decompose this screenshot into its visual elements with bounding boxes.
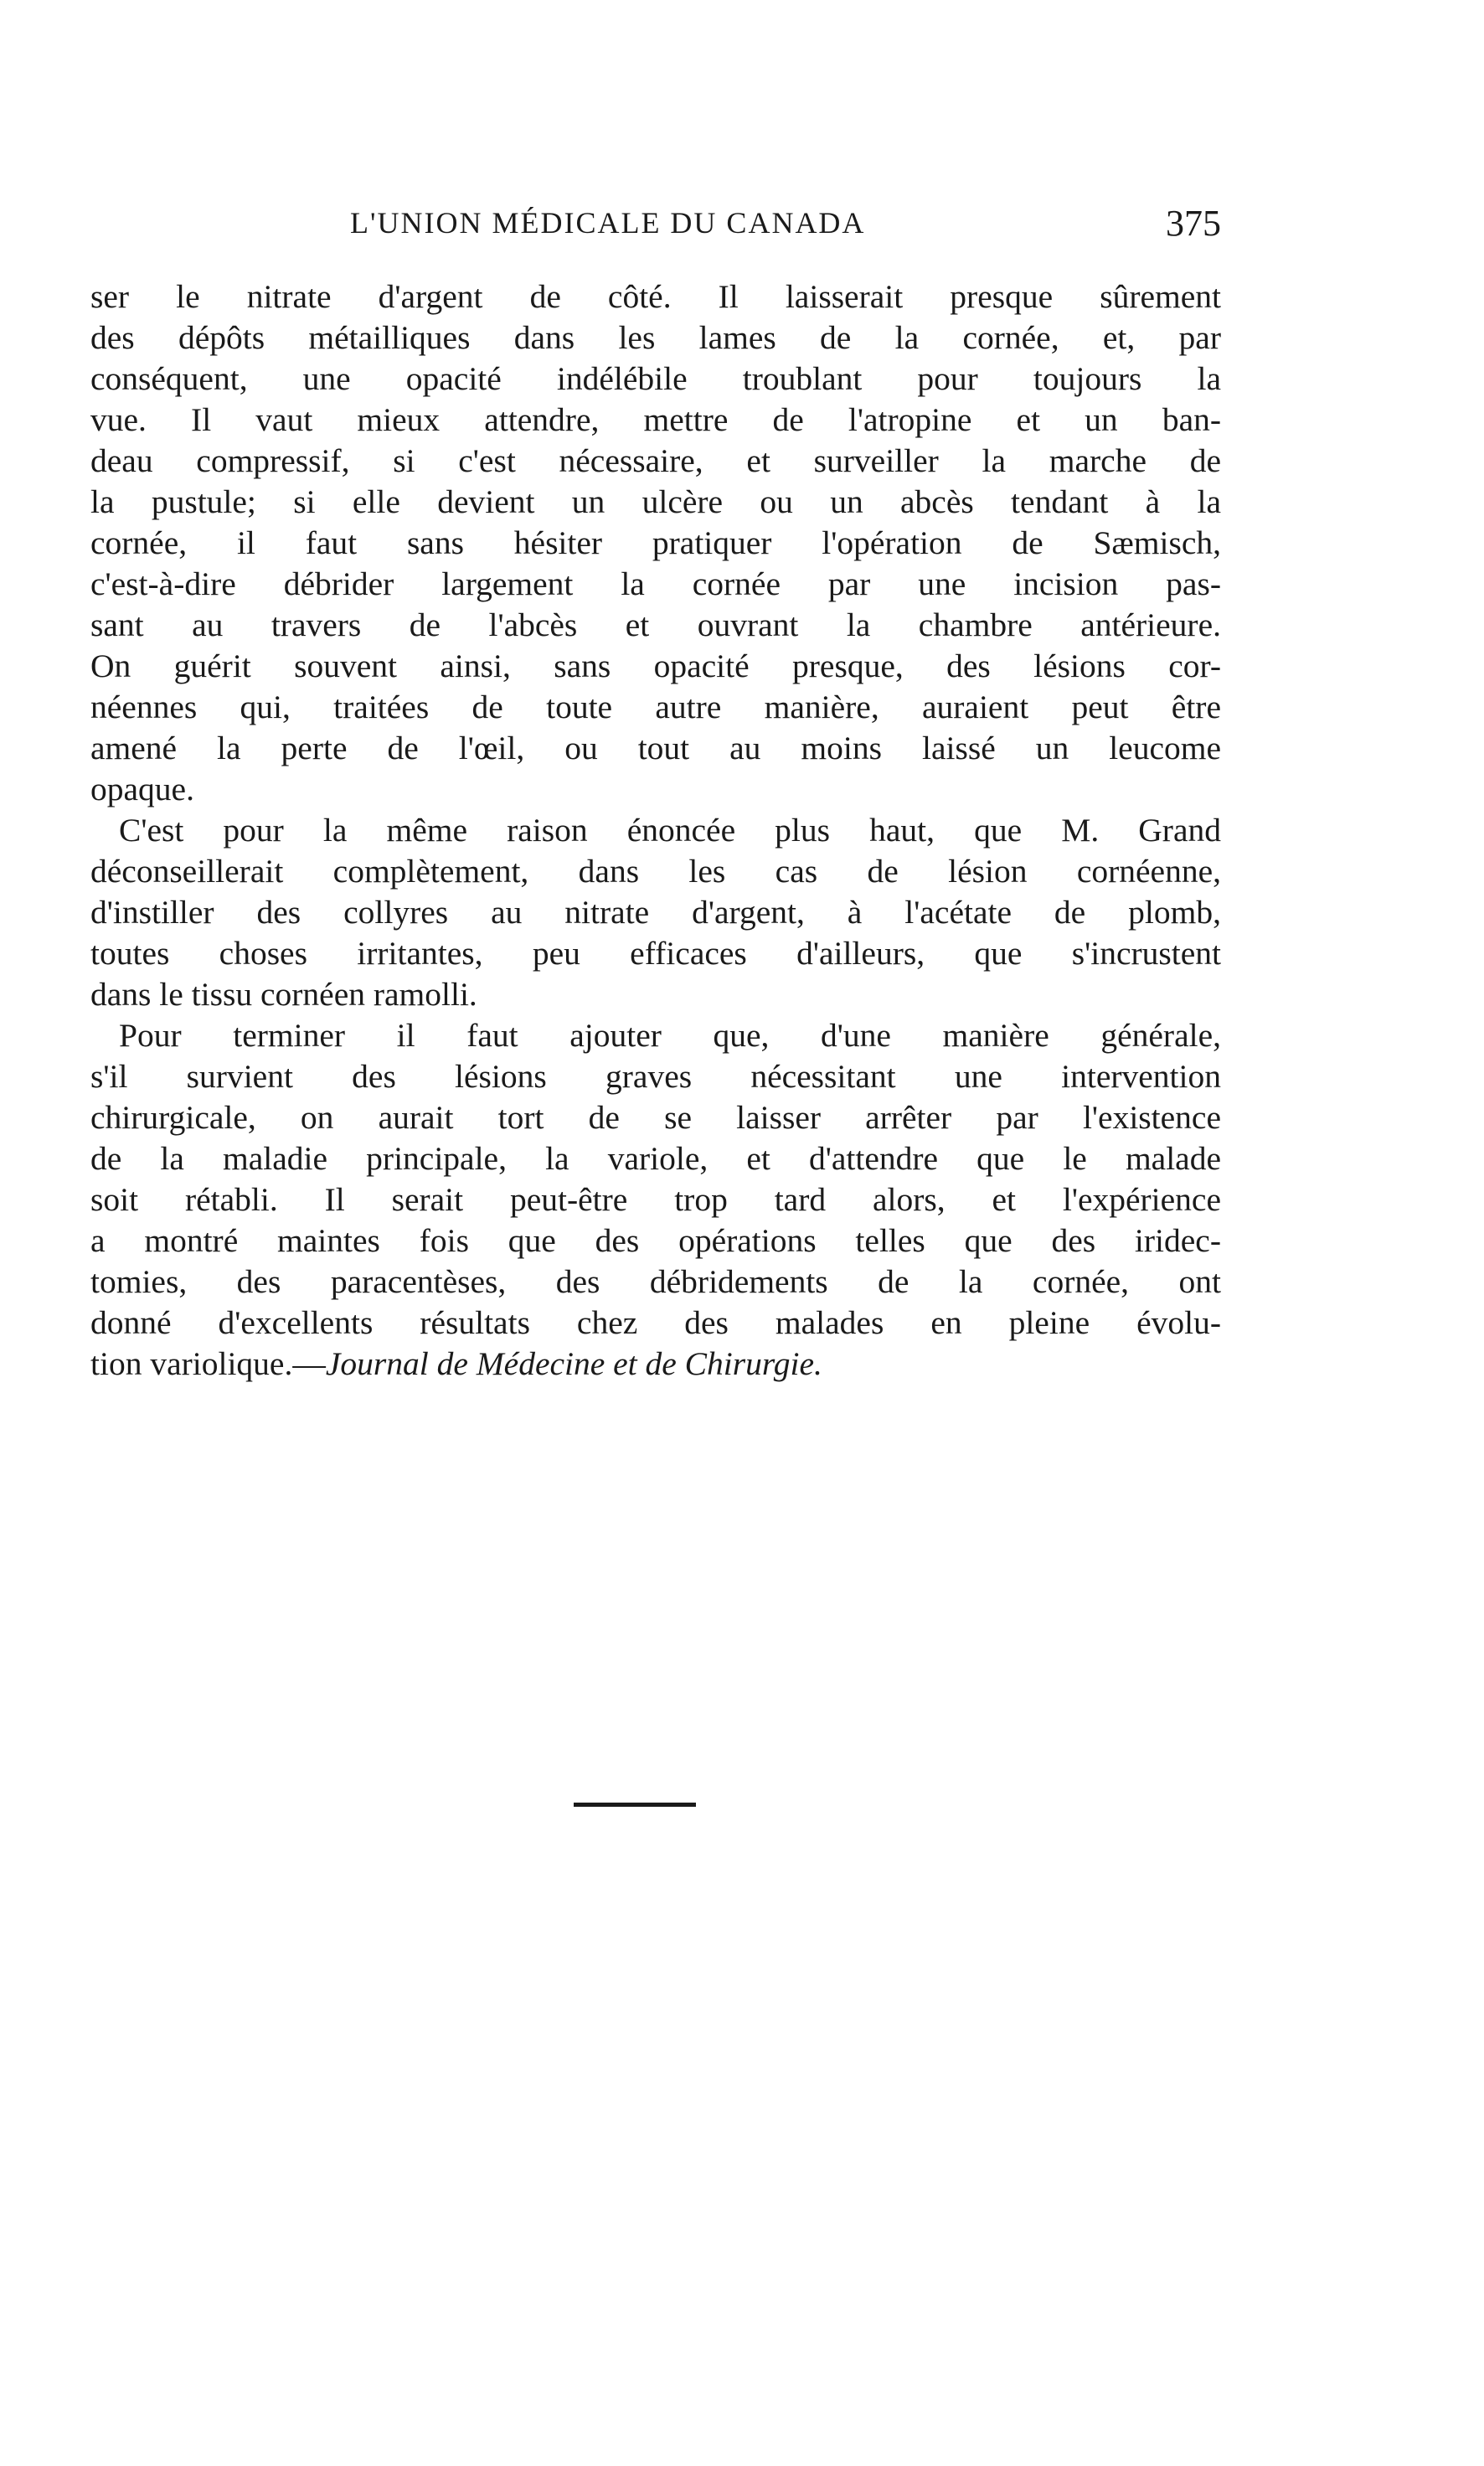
page-number: 375 bbox=[1166, 203, 1221, 244]
text-line: tomies, des paracentèses, des débridements de la cornée, ont bbox=[90, 1263, 1221, 1300]
running-title: L'UNION MÉDICALE DU CANADA bbox=[350, 206, 866, 240]
text-line: cornée, il faut sans hésiter pratiquer l'opération de Sæmisch, bbox=[90, 524, 1221, 561]
text-line: ser le nitrate d'argent de côté. Il laisserait presque sûrement bbox=[90, 278, 1221, 315]
text-line: s'il survient des lésions graves nécessitant une intervention bbox=[90, 1058, 1221, 1095]
text-line: de la maladie principale, la variole, et d'attendre que le malade bbox=[90, 1140, 1221, 1177]
article-body bbox=[90, 276, 1221, 1385]
text-line: déconseillerait complètement, dans les cas de lésion cornéenne, bbox=[90, 853, 1221, 890]
text-line: opaque. bbox=[90, 771, 194, 807]
text-line: toutes choses irritantes, peu efficaces d'ailleurs, que s'incrustent bbox=[90, 935, 1221, 972]
text-line: Pour terminer il faut ajouter que, d'une manière générale, bbox=[119, 1017, 1221, 1054]
text-line: vue. Il vaut mieux attendre, mettre de l'atropine et un ban- bbox=[90, 401, 1221, 438]
text-line: dans le tissu cornéen ramolli. bbox=[90, 976, 477, 1013]
text-line: c'est-à-dire débrider largement la cornée par une incision pas- bbox=[90, 565, 1221, 602]
section-divider-rule bbox=[574, 1803, 696, 1807]
page-header bbox=[90, 205, 1221, 255]
text-line: des dépôts métailliques dans les lames de la cornée, et, par bbox=[90, 319, 1221, 356]
journal-citation: Journal de Médecine et de Chirurgie. bbox=[325, 1345, 822, 1382]
text-line: a montré maintes fois que des opérations telles que des iridec- bbox=[90, 1222, 1221, 1259]
text-line: sant au travers de l'abcès et ouvrant la chambre antérieure. bbox=[90, 606, 1221, 643]
text-fragment: tion variolique.— bbox=[90, 1345, 326, 1382]
text-line-last bbox=[90, 1344, 1221, 1385]
text-line: deau compressif, si c'est nécessaire, et surveiller la marche de bbox=[90, 442, 1221, 479]
text-line: conséquent, une opacité indélébile troublant pour toujours la bbox=[90, 360, 1221, 397]
paragraph-2 bbox=[90, 810, 1221, 1015]
text-line: donné d'excellents résultats chez des malades en pleine évolu- bbox=[90, 1304, 1221, 1341]
text-line: amené la perte de l'œil, ou tout au moins laissé un leucome bbox=[90, 730, 1221, 766]
text-line: néennes qui, traitées de toute autre manière, auraient peut être bbox=[90, 689, 1221, 725]
text-line: chirurgicale, on aurait tort de se laisser arrêter par l'existence bbox=[90, 1099, 1221, 1136]
text-line: soit rétabli. Il serait peut-être trop tard alors, et l'expérience bbox=[90, 1181, 1221, 1218]
paragraph-3 bbox=[90, 1015, 1221, 1385]
paragraph-1 bbox=[90, 276, 1221, 810]
text-line: On guérit souvent ainsi, sans opacité presque, des lésions cor- bbox=[90, 647, 1221, 684]
text-line: d'instiller des collyres au nitrate d'argent, à l'acétate de plomb, bbox=[90, 894, 1221, 931]
text-line: C'est pour la même raison énoncée plus haut, que M. Grand bbox=[119, 812, 1221, 849]
text-line: la pustule; si elle devient un ulcère ou un abcès tendant à la bbox=[90, 483, 1221, 520]
